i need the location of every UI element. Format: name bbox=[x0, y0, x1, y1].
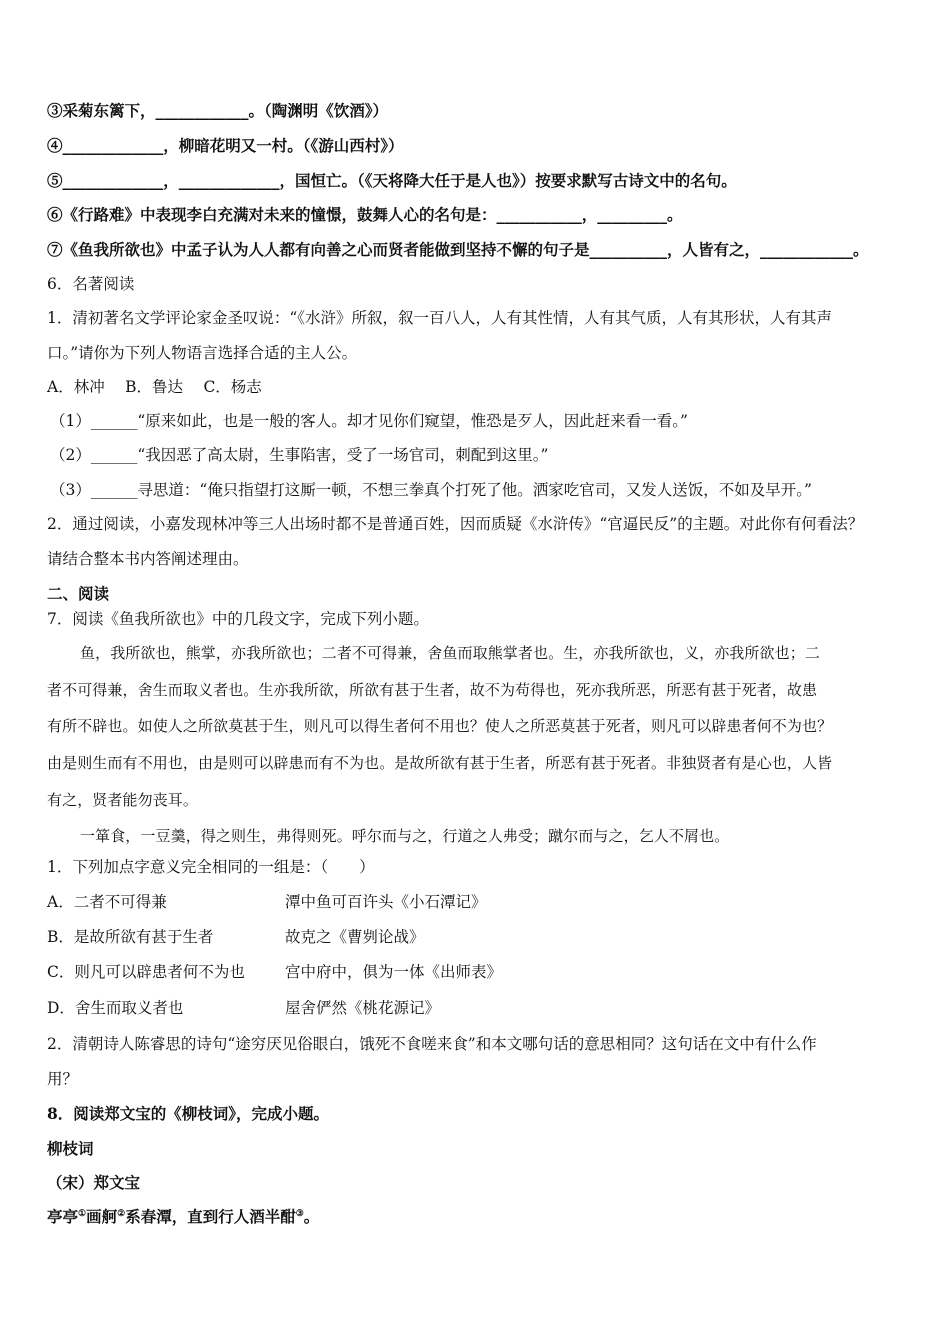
q7-sub1: 1．下列加点字意义完全相同的一组是：（ ） bbox=[47, 858, 375, 876]
poem-text-d: 。 bbox=[303, 1207, 320, 1226]
q7-sub2-line-2: 用？ bbox=[47, 1070, 79, 1088]
q6-q2-line-1: 2．通过阅读，小嘉发现林冲等三人出场时都不是普通百姓，因而质疑《水浒传》“官逼民反”的主题。对此你有何看法？ bbox=[47, 515, 864, 533]
q8-heading: 8．阅读郑文宝的《柳枝词》，完成小题。 bbox=[47, 1104, 330, 1123]
fill-in-item-7: ⑦《鱼我所欲也》中孟子认为人人都有向善之心而贤者能做到坚持不懈的句子是__________，人皆有之，____________。 bbox=[47, 240, 869, 259]
option-a-left: A．二者不可得兼 bbox=[47, 893, 167, 911]
q6-q2-line-2: 请结合整本书内答阐述理由。 bbox=[47, 550, 249, 568]
section-2-heading: 二、阅读 bbox=[47, 584, 110, 603]
q6-quote-3: （3）______寻思道：“俺只指望打这厮一顿，不想三拳真个打死了他。洒家吃官司，又发人送饭，不如及早开。” bbox=[50, 481, 812, 499]
q6-quote-2: （2）______“我因恶了高太尉，生事陷害，受了一场官司，刺配到这里。” bbox=[50, 446, 549, 464]
q6-quote-1: （1）______“原来如此，也是一般的客人。却才见你们窥望，惟恐是歹人，因此赶来看一看。” bbox=[50, 412, 688, 430]
footnote-2-marker: ② bbox=[117, 1208, 126, 1219]
option-d-left: D．舍生而取义者也 bbox=[47, 999, 184, 1017]
option-b bbox=[47, 927, 425, 947]
q6-heading: 6．名著阅读 bbox=[47, 275, 135, 293]
option-a bbox=[47, 892, 487, 912]
footnote-1-marker: ① bbox=[78, 1208, 87, 1219]
q6-intro-line-2: 口。”请你为下列人物语言选择合适的主人公。 bbox=[47, 344, 358, 362]
option-c-left: C．则凡可以辟患者何不为也 bbox=[47, 963, 245, 981]
passage-line-3: 有所不辟也。如使人之所欲莫甚于生，则凡可以得生者何不用也？使人之所恶莫甚于死者，则凡可以辟患者何不为也？ bbox=[47, 717, 833, 735]
poem-text-b: 画舸 bbox=[86, 1207, 118, 1226]
option-d bbox=[47, 998, 440, 1018]
poem-title: 柳枝词 bbox=[47, 1139, 94, 1158]
passage-line-5: 有之，贤者能勿丧耳。 bbox=[47, 791, 199, 809]
poem-text-c: 系春潭，直到行人酒半酣 bbox=[125, 1207, 296, 1226]
option-b-left: B．是故所欲有甚于生者 bbox=[47, 928, 214, 946]
passage-line-1: 鱼，我所欲也，熊掌，亦我所欲也；二者不可得兼，舍鱼而取熊掌者也。生，亦我所欲也，义，亦我所欲也；二 bbox=[80, 644, 820, 662]
passage-line-4: 由是则生而有不用也，由是则可以辟患而有不为也。是故所欲有甚于生者，所恶有甚于死者。非独贤者有是心也，人皆 bbox=[47, 754, 833, 772]
fill-in-item-5: ⑤_____________，_____________，国恒亡。（《天将降大任于是人也》）按要求默写古诗文中的名句。 bbox=[47, 171, 737, 190]
q6-choices: A．林冲 B．鲁达 C．杨志 bbox=[47, 378, 262, 396]
option-a-right: 潭中鱼可百许头《小石潭记》 bbox=[285, 893, 487, 911]
passage-2: 一箪食，一豆羹，得之则生，弗得则死。呼尔而与之，行道之人弗受；蹴尔而与之，乞人不屑也。 bbox=[80, 827, 730, 845]
poem-author: （宋）郑文宝 bbox=[47, 1173, 141, 1192]
q7-heading: 7．阅读《鱼我所欲也》中的几段文字，完成下列小题。 bbox=[47, 610, 429, 628]
fill-in-item-6: ⑥《行路难》中表现李白充满对未来的憧憬，鼓舞人心的名句是：___________，_________。 bbox=[47, 205, 683, 224]
fill-in-item-3: ③采菊东篱下，____________。（陶渊明《饮酒》） bbox=[47, 101, 389, 120]
footnote-3-marker: ③ bbox=[295, 1208, 304, 1219]
q6-intro-line-1: 1．清初著名文学评论家金圣叹说：“《水浒》所叙，叙一百八人，人有其性情，人有其气质，人有其形状，人有其声 bbox=[47, 309, 833, 327]
option-b-right: 故克之《曹刿论战》 bbox=[285, 928, 425, 946]
option-d-right: 屋舍俨然《桃花源记》 bbox=[285, 999, 441, 1017]
poem-line-1 bbox=[47, 1207, 319, 1227]
fill-in-item-4: ④_____________，柳暗花明又一村。（《游山西村》） bbox=[47, 136, 404, 155]
option-c-right: 宫中府中，俱为一体《出师表》 bbox=[285, 963, 503, 981]
option-c bbox=[47, 962, 502, 982]
q7-sub2-line-1: 2．清朝诗人陈睿思的诗句“途穷厌见俗眼白，饿死不食嗟来食”和本文哪句话的意思相同？这句话在文中有什么作 bbox=[47, 1035, 817, 1053]
poem-text-a: 亭亭 bbox=[47, 1207, 79, 1226]
passage-line-2: 者不可得兼，舍生而取义者也。生亦我所欲，所欲有甚于生者，故不为苟得也，死亦我所恶，所恶有甚于死者，故患 bbox=[47, 681, 818, 699]
